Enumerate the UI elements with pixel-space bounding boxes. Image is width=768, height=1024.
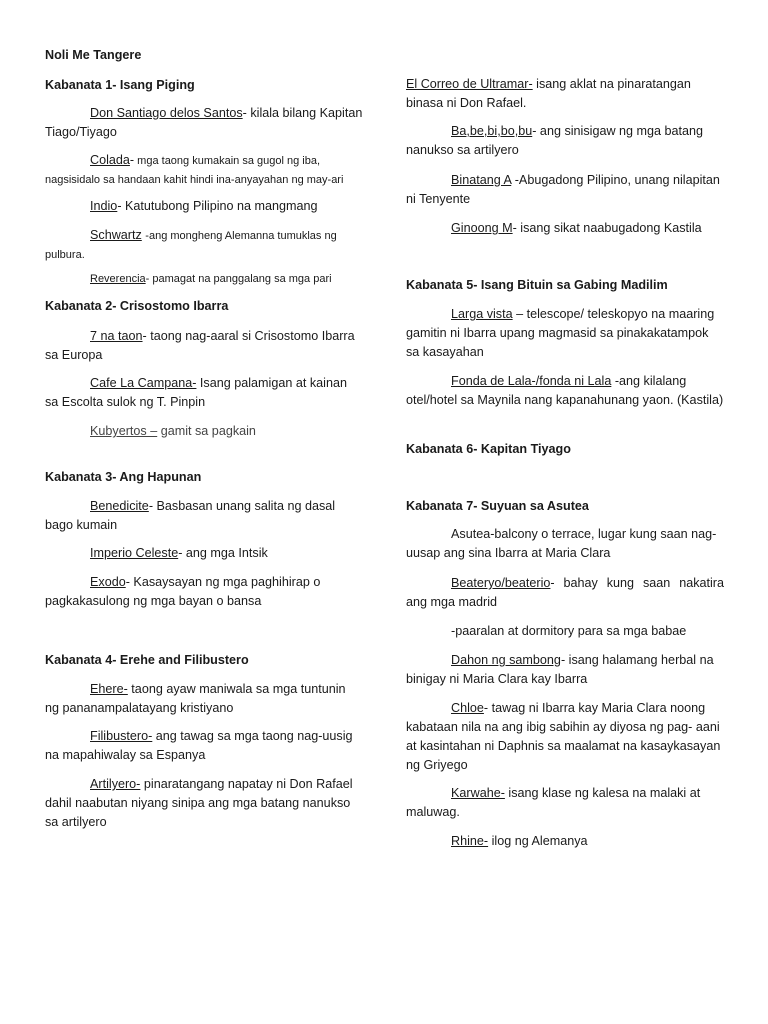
definition-text: ilog ng Alemanya (488, 834, 588, 848)
definition-entry (45, 151, 363, 189)
definition-entry (406, 574, 724, 612)
separator: - (125, 575, 130, 589)
term: Indio (90, 199, 118, 213)
definition-entry (406, 651, 724, 689)
definition-text: ang mga Intsik (182, 546, 268, 560)
definition-entry (406, 699, 724, 775)
separator: - (117, 199, 122, 213)
chapter-4-heading: Kabanata 4- Erehe and Filibustero (45, 653, 249, 667)
chapter-1-heading: Kabanata 1- Isang Piging (45, 78, 195, 92)
definition-entry (406, 832, 724, 851)
definition-entry (45, 573, 363, 611)
term: Ginoong M (451, 221, 513, 235)
term: 7 na taon (90, 329, 143, 343)
definition-text: ang sinisigaw ng mga batang nanukso sa artilyero (406, 124, 704, 157)
definition-entry (45, 422, 363, 441)
definition-text: Kasaysayan ng mga paghihirap o pagkakasulong ng mga bayan o bansa (45, 575, 321, 608)
term: Schwartz (90, 228, 142, 242)
chapter-3-heading: Kabanata 3- Ang Hapunan (45, 470, 202, 484)
term: Ba,be,bi,bo,bu (451, 124, 533, 138)
definition-text: -Abugadong Pilipino, unang nilapitan ni Tenyente (406, 173, 720, 206)
term: Fonda de Lala-/fonda ni Lala (451, 374, 612, 388)
term: Rhine- (451, 834, 489, 848)
term: Ehere- (90, 682, 128, 696)
definition-entry (406, 784, 724, 822)
separator: - (550, 576, 555, 590)
definition-text: isang aklat na pinaratangan binasa ni Don Rafael. (406, 77, 691, 110)
separator: - (560, 653, 566, 667)
definition-entry (45, 775, 363, 832)
term: Binatang A (451, 173, 512, 187)
definition-entry (406, 219, 724, 238)
term: Dahon ng sambong (451, 653, 561, 667)
term: Reverencia (90, 273, 146, 285)
separator: - (148, 499, 154, 513)
definition-entry (406, 372, 724, 410)
definition-entry (406, 171, 724, 209)
separator: - (512, 221, 517, 235)
definition-entry (45, 104, 363, 142)
term: Colada (90, 153, 130, 167)
term: Exodo (90, 575, 126, 589)
definition-text: bahay kung saan nakatira ang mga madrid (406, 576, 724, 609)
term: Beateryo/beaterio (451, 576, 551, 590)
definition-text: pamagat na panggalang sa mga pari (149, 273, 332, 285)
definition-entry (45, 327, 363, 365)
definition-text: ang tawag sa mga taong nag-uusig na mapahiwalay sa Espanya (45, 729, 353, 762)
separator: - (532, 124, 537, 138)
term: El Correo de Ultramar- (406, 77, 533, 91)
definition-entry (45, 497, 363, 535)
term: Cafe La Campana- (90, 376, 197, 390)
separator: - (129, 153, 135, 167)
definition-text: Basbasan unang salita ng dasal bago kumain (45, 499, 336, 532)
definition-entry (406, 305, 724, 362)
definition-entry (45, 271, 363, 288)
definition-entry (45, 727, 363, 765)
page-title: Noli Me Tangere (45, 48, 142, 62)
term: Benedicite (90, 499, 149, 513)
chapter-5-heading: Kabanata 5- Isang Bituin sa Gabing Madilim (406, 278, 668, 292)
definition-text: Isang palamigan at kainan sa Escolta sulok ng T. Pinpin (45, 376, 347, 409)
term: Larga vista (451, 307, 513, 321)
definition-entry (406, 622, 724, 641)
separator: - (145, 273, 150, 285)
definition-text: isang sikat naabugadong Kastila (516, 221, 702, 235)
chapter-6-heading: Kabanata 6- Kapitan Tiyago (406, 442, 571, 456)
definition-text: isang klase ng kalesa na malaki at maluwag. (406, 786, 701, 819)
chapter-7-heading: Kabanata 7- Suyuan sa Asutea (406, 499, 589, 513)
separator: - (483, 701, 489, 715)
definition-entry (45, 226, 363, 264)
term: Artilyero- (90, 777, 141, 791)
definition-text: -ang kilalang otel/hotel sa Maynila nang kapanahunang yaon. (Kastila) (406, 374, 724, 407)
definition-text: tawag ni Ibarra kay Maria Clara noong kabataan nila na ang ibig sabihin ay diyosa ng pag- aani at kasintahan ni Daphnis sa maalamat na kasaykasayan ng Griyego (406, 701, 721, 772)
term: Filibustero- (90, 729, 153, 743)
term: Chloe (451, 701, 484, 715)
definition-text: -paaralan at dormitory para sa mga babae (451, 624, 687, 638)
term: Kubyertos – (90, 424, 158, 438)
definition-entry (406, 75, 724, 113)
definition-text: -ang mongheng Alemanna tumuklas ng pulbura. (45, 230, 337, 261)
term: Karwahe- (451, 786, 505, 800)
definition-text: Katutubong Pilipino na mangmang (121, 199, 318, 213)
definition-text: isang halamang herbal na binigay ni Maria Clara kay Ibarra (406, 653, 714, 686)
chapter-7-intro: Asutea-balcony o terrace, lugar kung saan nag-uusap ang sina Ibarra at Maria Clara (406, 527, 717, 560)
definition-text: pinaratangang napatay ni Don Rafael dahil naabutan niyang sinipa ang mga batang nanukso sa artilyero (45, 777, 353, 829)
definition-entry (45, 374, 363, 412)
definition-text: kilala bilang Kapitan Tiago/Tiyago (45, 106, 363, 139)
separator: - (178, 546, 183, 560)
definition-text: taong ayaw maniwala sa mga tuntunin ng pananampalatayang kristiyano (45, 682, 346, 715)
definition-text: taong nag-aaral si Crisostomo Ibarra sa Europa (45, 329, 355, 362)
term: Don Santiago delos Santos (90, 106, 243, 120)
definition-text: gamit sa pagkain (157, 424, 256, 438)
separator: - (242, 106, 247, 120)
definition-text: – telescope/ teleskopyo na maaring gamitin ni Ibarra upang magmasid sa pinakakatampok sa kasayahan (406, 307, 715, 359)
separator: - (142, 329, 147, 343)
definition-entry (45, 197, 363, 216)
definition-entry (45, 680, 363, 718)
definition-text: mga taong kumakain sa gugol ng iba, nagsisidalo sa handaan kahit hindi ina-anyayahan ng may-ari (45, 155, 344, 186)
definition-entry (406, 122, 724, 160)
definition-entry (45, 544, 363, 563)
chapter-2-heading: Kabanata 2- Crisostomo Ibarra (45, 299, 229, 313)
term: Imperio Celeste (90, 546, 179, 560)
